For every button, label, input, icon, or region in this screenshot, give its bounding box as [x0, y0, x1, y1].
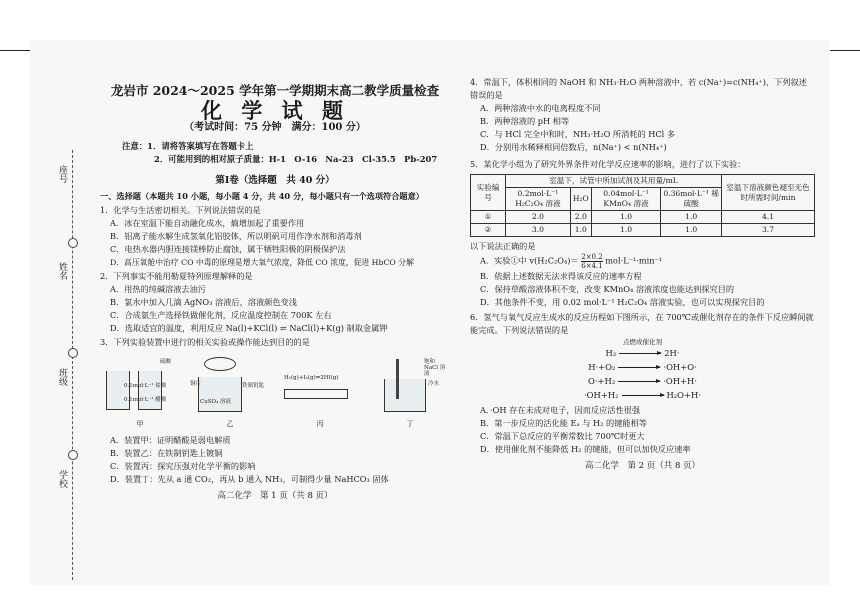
q3-option-d: D．装置丁：先从 a 通 CO₂，再从 b 通入 NH₃，可制得少量 NaHCO₃ 固体 [110, 474, 389, 484]
q2-option-d: D．选取适宜的温度，利用反应 Na(l)+KCl(l) ⇌ NaCl(l)+K(g) 制取金属钾 [110, 323, 388, 333]
table-header-time: 室温下溶液颜色褪至无色时所需时间/min [722, 175, 815, 211]
arrow-icon [618, 381, 660, 382]
q5-option-b: B．依据上述数据无法求得该反应的速率方程 [480, 271, 642, 281]
table-header-number: 实验编号 [471, 175, 506, 211]
table-header-water: H₂O [570, 188, 591, 211]
arrow-icon [622, 395, 664, 396]
binding-label-name: 姓名 [57, 262, 67, 280]
q1-option-a: A．冰在室温下能自动融化成水，熵增加起了重要作用 [110, 218, 305, 228]
arrow-icon [619, 353, 661, 354]
q5-option-a-fraction: $\frac{2\times 0.2}{6\times 4.1}$ [581, 253, 603, 270]
question-4 [470, 76, 815, 154]
q2-stem: 2．下列事实不能用勒夏特列原理解释的是 [100, 271, 253, 281]
q5-intro: 以下说法正确的是 [470, 241, 536, 251]
page-1-footer: 高二化学 第 1 页（共 8 页） [217, 491, 333, 501]
q2-option-a: A．用热的纯碱溶液去油污 [110, 284, 206, 294]
question-5 [470, 158, 815, 309]
binding-label-class: 班级 [57, 368, 67, 386]
q4-stem: 4．常温下，体积相同的 NaOH 和 NH₃·H₂O 两种溶液中，若 c(Na⁺)=c(NH₄⁺)，下列叙述错误的是 [470, 77, 807, 100]
exam-meta: （考试时间：75 分钟 满分：100 分） [184, 122, 366, 133]
q3-option-c: C．装置丙：探究压强对化学平衡的影响 [110, 461, 256, 471]
note-2: 2．可能用到的相对原子质量：H-1 O-16 Na-23 Cl-35.5 Pb-207 [154, 154, 438, 164]
label-jia: 甲 [136, 420, 144, 428]
q6-option-c: C．常温下总反应的平衡常数比 700℃时更大 [480, 431, 645, 441]
scan-top-line-right [830, 50, 860, 51]
table-header-kmno4: 0.04mol·L⁻¹ KMnO₄ 溶液 [591, 188, 661, 211]
q4-option-a: A．两种溶液中水的电离程度不同 [480, 103, 601, 113]
binding-label-school: 学校 [57, 470, 67, 488]
reaction-step: ·OH+H₂ H₂O+H· [583, 390, 702, 400]
q5-option-a: A．实验①中 v(H₂C₂O₄)＝ $\frac{2\times 0.2}{6\times 4.1} mol\cdot L^{-1}\cdot\min^{-1}$ [480, 253, 663, 270]
label-ding: 丁 [406, 420, 414, 428]
arrow-icon [618, 367, 660, 368]
catalyst-label: 点燃或催化剂 [623, 338, 662, 346]
table-header-h2so4: 0.36mol·L⁻¹ 稀硫酸 [661, 188, 722, 211]
label-yi: 乙 [226, 420, 234, 428]
q1-option-b: B．铝离子能水解生成氢氧化铝胶体，所以明矾可用作净水剂和消毒剂 [110, 231, 362, 241]
q1-stem: 1．化学与生活密切相关。下列说法错误的是 [100, 205, 261, 215]
q3-apparatus-diagrams [100, 353, 450, 431]
q6-option-a: A．·OH 存在未成对电子，因而反应活性很强 [480, 405, 641, 415]
table-row: ② 3.0 1.0 1.0 1.0 3.7 [471, 224, 815, 237]
section-title: 第Ⅰ卷（选择题 共 40 分） [215, 175, 335, 186]
question-1 [100, 204, 450, 269]
table-header-h2c2o4: 0.2mol·L⁻¹ H₂C₂O₄ 溶液 [506, 188, 571, 211]
q5-option-d: D．其他条件不变，用 0.02 mol·L⁻¹ H₂C₂O₄ 溶液实验，也可以实现探究目的 [480, 297, 765, 307]
q1-option-d: D．高压氧舱中治疗 CO 中毒的原理是增大氧气浓度，降低 CO 浓度，促进 HbCO 分解 [110, 258, 414, 267]
page-2-footer: 高二化学 第 2 页（共 8 页） [584, 461, 701, 471]
q6-stem: 6．氢气与氧气反应生成水的反应历程如下图所示，在 700℃或催化剂存在的条件下反应瞬间就能完成。下列说法错误的是 [470, 312, 814, 335]
question-2 [100, 270, 450, 335]
binding-circle-3 [68, 450, 78, 460]
q4-option-b: B．两种溶液的 pH 相等 [480, 116, 570, 126]
q6-reaction-mechanism [470, 339, 815, 402]
table-row: ① 2.0 2.0 1.0 1.0 4.1 [471, 211, 815, 224]
q4-option-d: D．分别用水稀释相同倍数后，n(Na⁺) < n(NH₄⁺) [480, 142, 667, 152]
binding-label-seat: 座号 [57, 165, 67, 183]
reaction-step: O·+H₂ ·OH+H· [587, 376, 698, 386]
note-1: 注意：1．请将答案填写在答题卡上 [122, 141, 254, 151]
q5-stem: 5．某化学小组为了研究外界条件对化学反应速率的影响，进行了以下实验： [470, 159, 746, 169]
page-2 [470, 70, 815, 473]
binding-circle-2 [68, 348, 78, 358]
label-bing: 丙 [316, 420, 324, 428]
reaction-step: H₂ 2H· [605, 348, 680, 358]
q5-experiment-table [470, 174, 815, 237]
q3-option-a: A．装置甲：证明醋酸是弱电解质 [110, 435, 231, 445]
apparatus-bing: H₂(g)+I₂(g)⇌2HI(g) 丙 [280, 353, 360, 431]
reaction-step: H·+O₂ ·OH+O· [588, 362, 697, 372]
question-6 [470, 311, 815, 456]
apparatus-ding: 饱和 NaCl 溶液 冷水 丁 [370, 353, 450, 431]
section-intro: 一、选择题（本题共 10 小题，每小题 4 分，共 40 分，每小题只有一个选项符合题意） [100, 191, 424, 201]
apparatus-jia: 硫酸 0.1mol·L⁻¹ 盐酸 0.1mol·L⁻¹ 醋酸 甲 [100, 353, 180, 431]
subject-title: 化 学 试 题 [201, 98, 349, 123]
q1-option-c: C．电热水器内胆连接镁棒防止腐蚀，属于牺牲阳极的阴极保护法 [110, 244, 346, 254]
apparatus-yi: 铜片 铁制钥匙 CuSO₄ 溶液 乙 [190, 353, 270, 431]
exam-main-title: 龙岩市 2024～2025 学年第一学期期末高二教学质量检查 [110, 83, 440, 98]
q2-option-b: B．氯水中加入几滴 AgNO₃ 溶液后，溶液颜色变浅 [110, 297, 297, 307]
page-1 [100, 70, 450, 503]
binding-circle-1 [68, 238, 78, 248]
q6-option-d: D．使用催化剂不能降低 H₂ 的键能，但可以加快反应速率 [480, 444, 691, 454]
q5-option-c: C．保持草酸溶液体积不变，改变 KMnO₄ 溶液浓度也能达到探究目的 [480, 284, 735, 294]
q4-option-c: C．与 HCl 完全中和时，NH₃·H₂O 所消耗的 HCl 多 [480, 129, 676, 139]
q2-option-c: C．合成氨生产选择铁做催化剂，反应温度控制在 700K 左右 [110, 310, 332, 320]
q3-option-b: B．装置乙：在铁制钥匙上镀铜 [110, 448, 223, 458]
question-3 [100, 336, 450, 486]
table-header-group: 室温下，试管中所加试剂及其用量/mL [506, 175, 722, 188]
q6-option-b: B．第一步反应的活化能 Eₐ 与 H₂ 的键能相等 [480, 418, 647, 428]
binding-dashed-line [72, 150, 73, 580]
q3-stem: 3．下列实验装置中进行的相关实验或操作能达到目的的是 [100, 337, 310, 347]
